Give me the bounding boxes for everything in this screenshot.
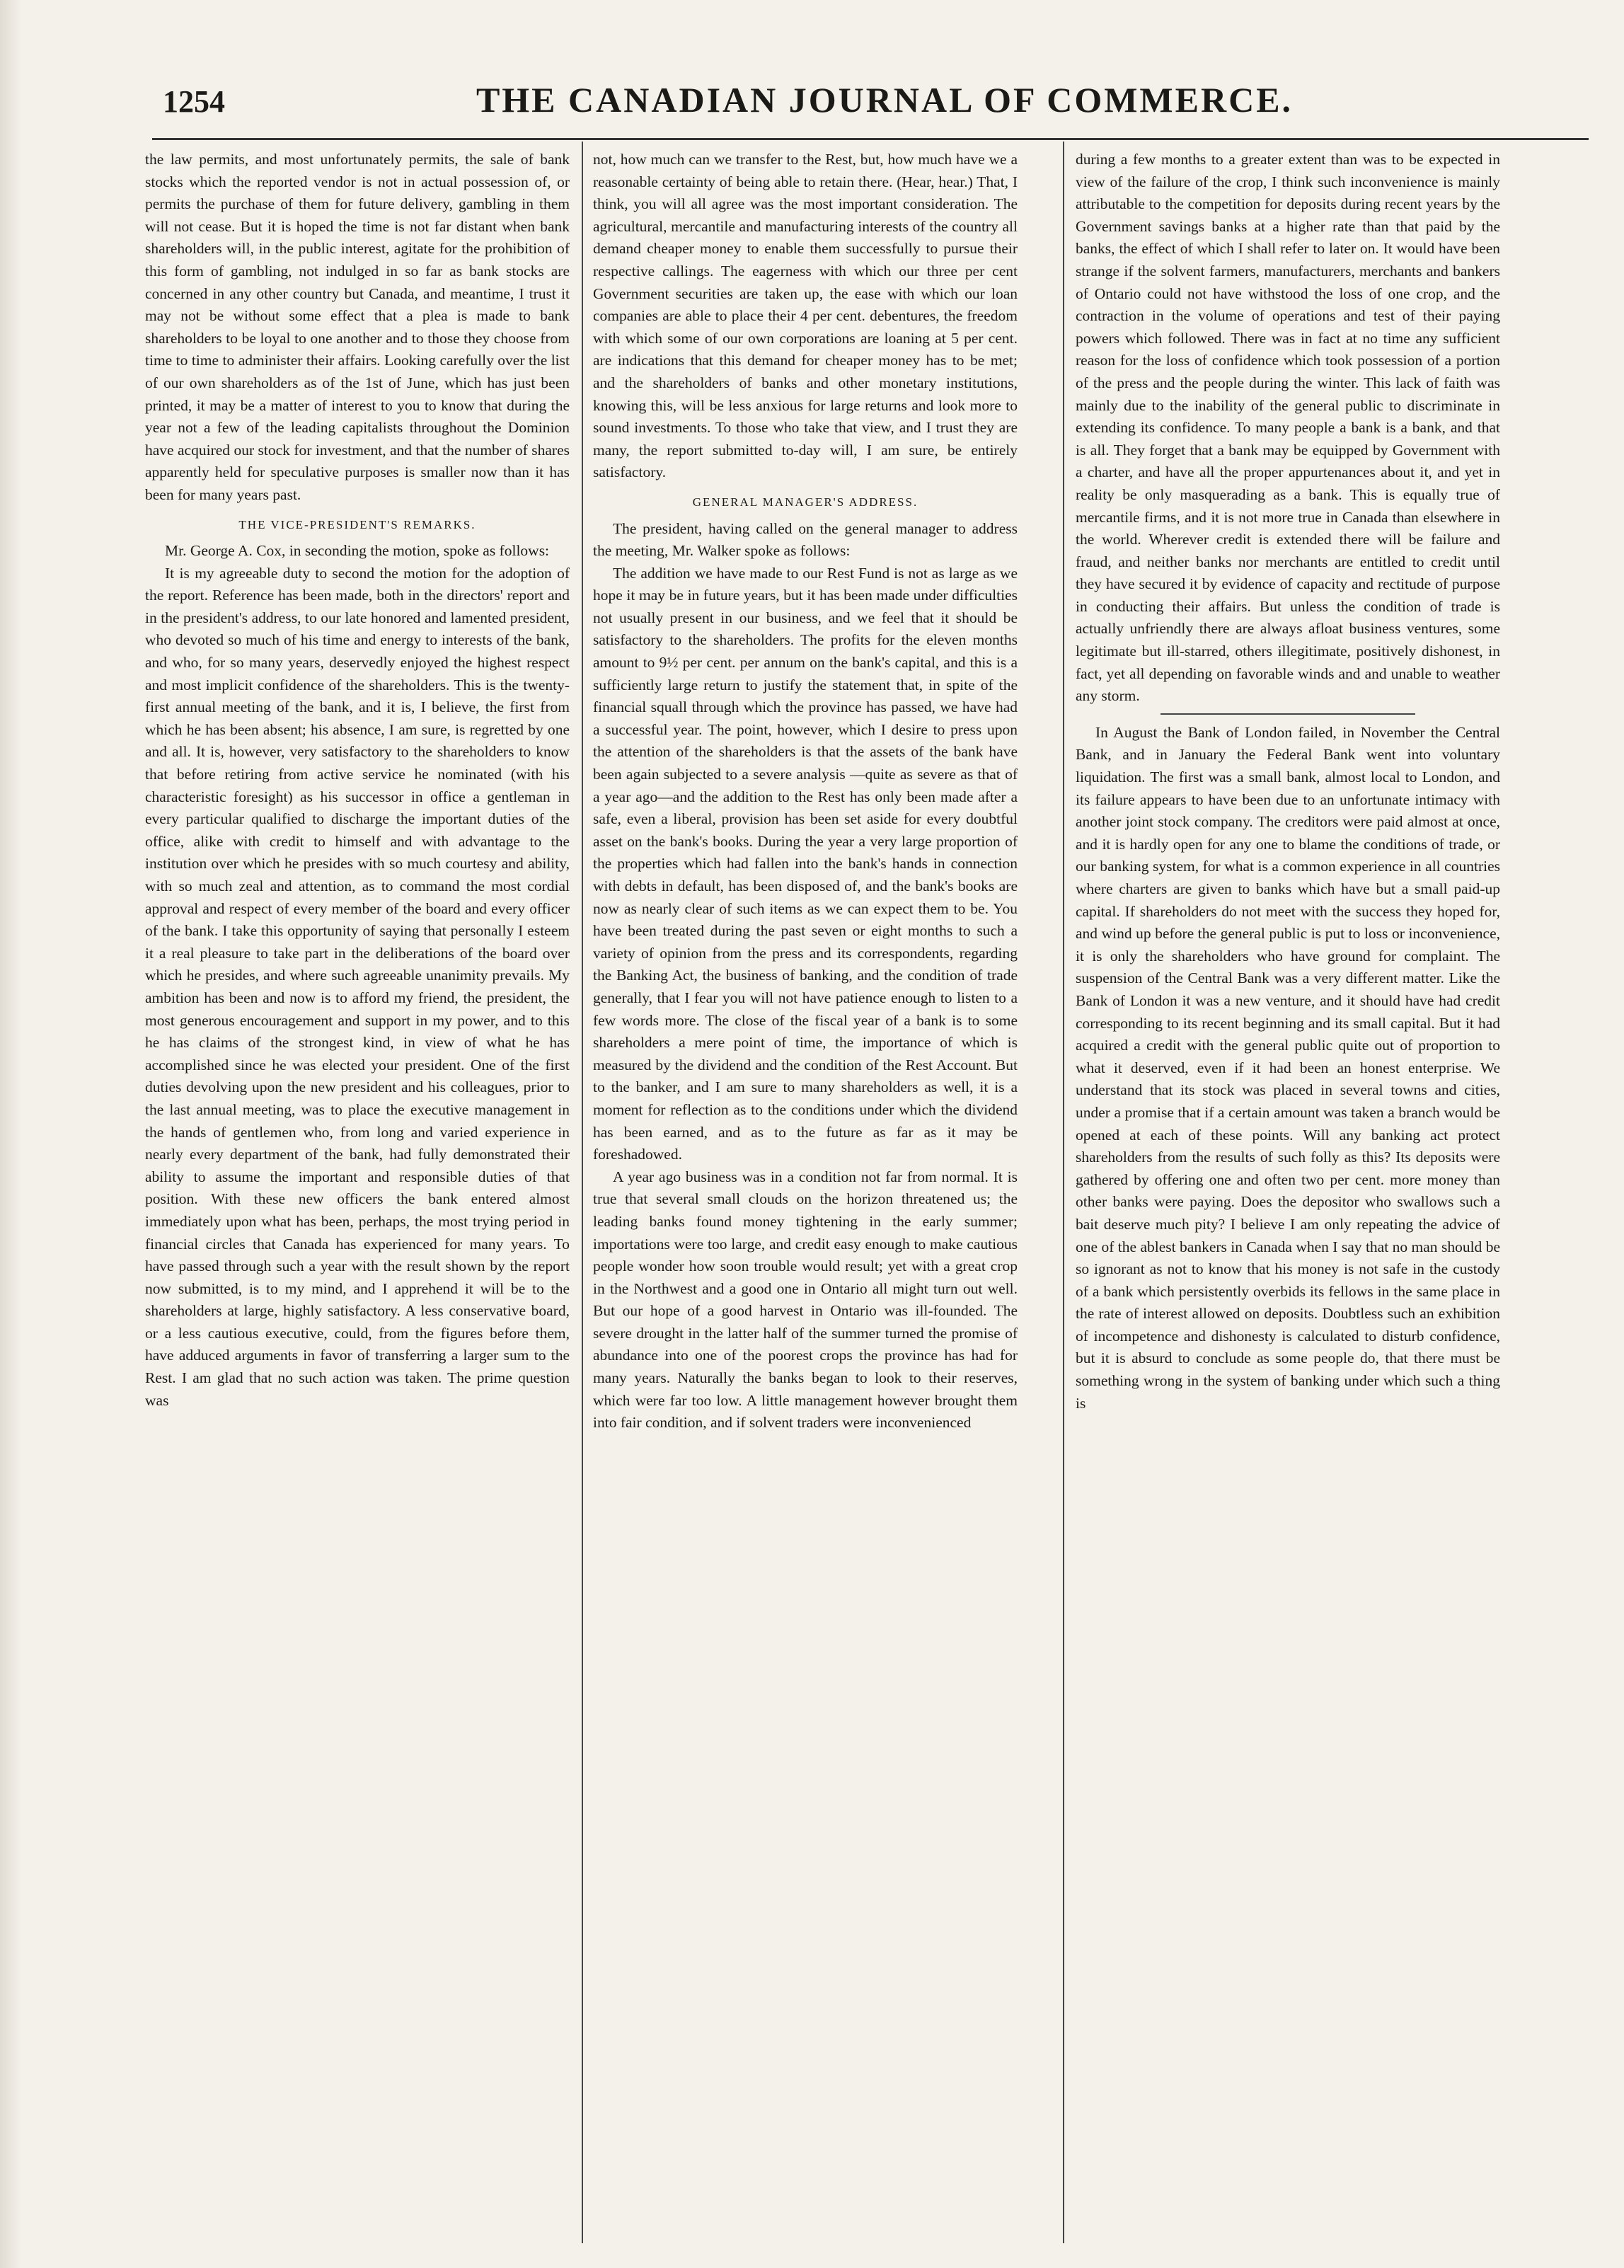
page-edge-shadow [0,0,21,2268]
section-heading: GENERAL MANAGER'S ADDRESS. [692,495,918,509]
paragraph: during a few months to a greater extent than was to be expected in view of the failure of the crop, I think such inconvenience is mainly attributable to the competition for deposits during recent years by the Government savings banks at a higher rate than that paid by the banks, the effect of which I shall refer to later on. It would have been strange if the solvent farmers, manufacturers, merchants and bankers of Ontario could not have withstood the loss of one crop, and the contraction in the volume of operations and test of their paying powers which followed. There was in fact at no time any sufficient reason for the loss of confidence which took possession of a portion of the press and the people during the winter. This lack of faith was mainly due to the inability of the general public to discriminate in extending its confidence. To many people a bank is a bank, and that is all. They forget that a bank may be equipped by Government with a charter, and have all the proper appurtenances about it, and yet in reality be only masquerading as a bank. This is equally true of mercantile firms, and it is not more true in Canada than elsewhere in the world. Wherever credit is extended there will be failure and fraud, and neither banks nor merchants are entitled to credit until they have secured it by evidence of capacity and rectitude of purpose in conducting their affairs. But unless the condition of trade is actually unfriendly there are always afloat business ventures, some legitimate but ill-starred, others illegitimate, positively dishonest, in fact, yet all depending on favorable winds and and unable to weather any storm. [1076,151,1500,705]
paragraph: The president, having called on the general manager to address the meeting, Mr. Walker spoke as follows: [593,519,1018,560]
text-column-3 [1076,149,1500,2243]
column-divider [582,142,583,2243]
page-header [163,79,1585,136]
paragraph: A year ago business was in a condition not far from normal. It is true that several small clouds on the horizon threatened us; the leading banks found money tightening in the early summer; importations were too large, and credit easy enough to make cautious people wonder how soon trouble would result; yet with a great crop in the Northwest and a good one in Ontario all might turn out well. But our hope of a good harvest in Ontario was ill-founded. The severe drought in the latter half of the summer turned the promise of abundance into one of the poorest crops the province has had for many years. Naturally the banks began to look to their reserves, which were far too low. A little management however brought them into fair condition, and if solvent traders were inconvenienced [593,1168,1018,1432]
header-rule [152,138,1589,140]
paragraph: It is my agreeable duty to second the motion for the adoption of the report. Reference has been made, both in the directors' report and in the president's address, to our late honored and lamented president, who devoted so much of his time and energy to interests of the bank, and who, for so many years, deservedly enjoyed the highest respect and most implicit confidence of the shareholders. This is the twenty-first annual meeting of the bank, and it is, I believe, the first from which he has been absent; his absence, I am sure, is regretted by one and all. It is, however, very satisfactory to the shareholders to know that before retiring from active service he nominated (with his characteristic foresight) as his successor in office a gentleman in every particular qualified to discharge the important duties of the office, alike with credit to himself and with advantage to the institution over which he presides with so much courtesy and ability, with so much zeal and attention, as to command the most cordial approval and respect of every member of the board and every officer of the bank. I take this opportunity of saying that personally I esteem it a real pleasure to take part in the deliberations of the board over which he presides, and where such agreeable unanimity prevails. My ambition has been and now is to afford my friend, the president, the most generous encouragement and support in my power, and to this he has claims of the strongest kind, in view of what he has accomplished since he was elected your president. One of the first duties devolving upon the new president and his colleagues, prior to the last annual meeting, was to place the executive management in the hands of gentlemen who, from long and varied experience in nearly every department of the bank, had fully demonstrated their ability to assume the important and responsible duties of that position. With these new officers the bank entered almost immediately upon what has been, perhaps, the most trying period in financial circles that Canada has experienced for many years. To have passed through such a year with the result shown by the report now submitted, is to my mind, and I apprehend it will be to the shareholders at large, highly satisfactory. A less conservative board, or a less cautious executive, could, from the figures before them, have adduced arguments in favor of transferring a larger sum to the Rest. I am glad that no such action was taken. The prime question was [145,564,570,1409]
column-divider [1063,142,1064,2243]
journal-title: THE CANADIAN JOURNAL OF COMMERCE. [476,80,1294,120]
section-heading: THE VICE-PRESIDENT'S REMARKS. [238,517,476,531]
paragraph: the law permits, and most unfortunately permits, the sale of bank stocks which the reported vendor is not in actual possession of, or permits the purchase of them for future delivery, gambling in them will not cease. But it is hoped the time is not far distant when bank shareholders will, in the public interest, agitate for the prohibition of this form of gambling, not indulged in so far as bank stocks are concerned in any other country but Canada, and meantime, I trust it may not be without some effect that a plea is made to bank shareholders to be loyal to one another and to those they choose from time to time to administer their affairs. Looking carefully over the list of our own shareholders as of the 1st of June, which has just been printed, it may be a matter of interest to you to know that during the year not a few of the leading capitalists throughout the Dominion have acquired our stock for investment, and that the number of shares apparently held for speculative purposes is smaller now than it has been for many years past. [145,151,570,503]
section-divider [1161,713,1415,715]
paragraph: not, how much can we transfer to the Rest, but, how much have we a reasonable certainty of being able to retain there. (Hear, hear.) That, I think, you will all agree was the most important consideration. The agricultural, mercantile and manufacturing interests of the country all demand cheaper money to enable them successfully to pursue their respective callings. The eagerness with which our three per cent Government securities are taken up, the ease with which our loan companies are able to place their 4 per cent. debentures, the freedom with which some of our own corporations are loaning at 5 per cent. are indications that this demand for cheaper money has to be met; and the shareholders of banks and other monetary institutions, knowing this, will be less anxious for large returns and look more to sound investments. To those who take that view, and I trust they are many, the report submitted to-day will, I am sure, be entirely satisfactory. [593,151,1018,481]
paragraph: The addition we have made to our Rest Fund is not as large as we hope it may be in future years, but it has been made under difficulties not usually present in our business, and we feel that it should be satisfactory to the shareholders. The profits for the eleven months amount to 9½ per cent. per annum on the bank's capital, and this is a sufficiently large return to justify the statement that, in spite of the financial squall through which the province has passed, we have had a successful year. The point, however, which I desire to press upon the attention of the shareholders is that the assets of the bank have been again subjected to a severe analysis —quite as severe as that of a year ago—and the addition to the Rest has only been made after a safe, even a liberal, provision has been set aside for every doubtful asset on the bank's books. During the year a very large proportion of the properties which had fallen into the bank's hands in connection with debts in default, has been disposed of, and the bank's books are now as nearly clear of such items as we can expect them to be. You have been treated during the past seven or eight months to such a variety of opinion from the press and its correspondents, regarding the Banking Act, the business of banking, and the condition of trade generally, that I fear you will not have patience enough to listen to a few words more. The close of the fiscal year of a bank is to some shareholders a mere point of time, the importance of which is measured by the dividend and the condition of the Rest Account. But to the banker, and I am sure to many shareholders as well, it is a moment for reflection as to the conditions under which the dividend has been earned, and as to the future as far as it may be foreshadowed. [593,564,1018,1163]
paragraph: In August the Bank of London failed, in November the Central Bank, and in January the Federal Bank went into voluntary liquidation. The first was a small bank, almost local to London, and its failure appears to have been due to an unfortunate intimacy with another joint stock company. The creditors were paid almost at once, and it is hardly open for any one to blame the conditions of trade, or our banking system, for what is a common experience in all countries where charters are given to banks which have but a small paid-up capital. If shareholders do not meet with the success they hoped for, and wind up before the general public is put to loss or inconvenience, it is only the shareholders who have ground for complaint. The suspension of the Central Bank was a very different matter. Like the Bank of London it was a new venture, and it should have had credit corresponding to its recent beginning and its small capital. But it had acquired a credit with the general public quite out of proportion to what it deserved, even if it had been an honest enterprise. We understand that its stock was placed in several towns and cities, under a promise that if a certain amount was taken a branch would be opened at each of these points. Will any banking act protect shareholders from the results of such folly as this? Its deposits were gathered by offering one and often two per cent. more money than other banks were paying. Does the depositor who swallows such a bait deserve much pity? I believe I am only repeating the advice of one of the ablest bankers in Canada when I say that no man should be so ignorant as not to know that his money is not safe in the custody of a bank which persistently overbids its fellows in the same place in the rate of interest allowed on deposits. Doubtless such an exhibition of incompetence and dishonesty is calculated to disturb confidence, but it is absurd to conclude as some people do, that there must be something wrong in the system of banking under which such a thing is [1076,723,1500,1412]
paragraph: Mr. George A. Cox, in seconding the motion, spoke as follows: [165,542,550,560]
text-column-2 [593,149,1018,2243]
page-number: 1254 [163,84,225,119]
text-column-1 [145,149,570,2243]
